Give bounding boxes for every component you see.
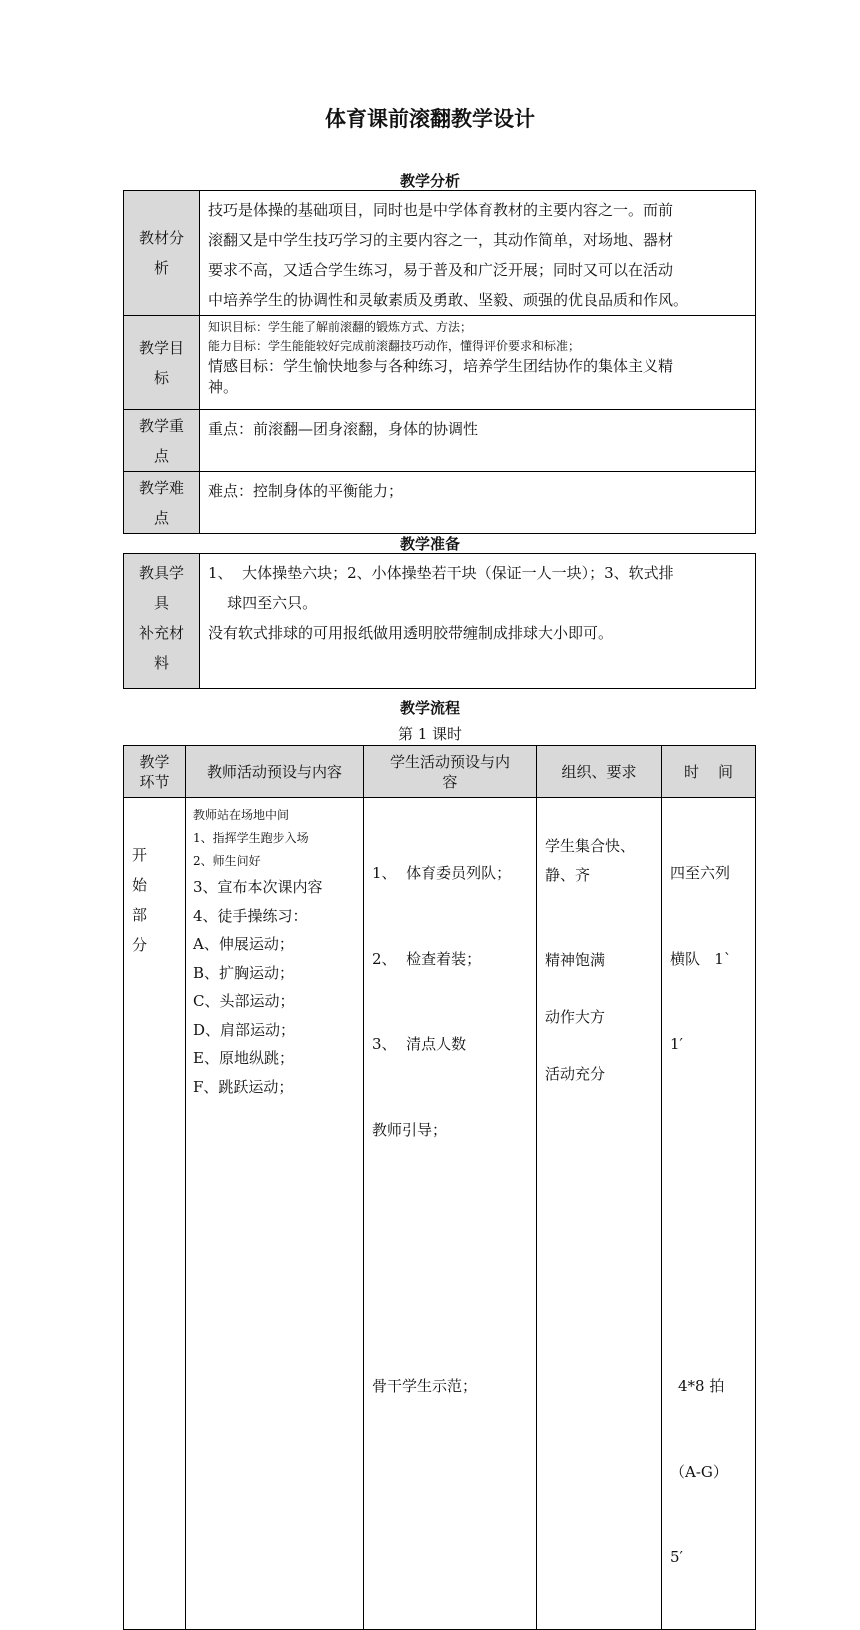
org-line: 动作大方 [545, 1008, 606, 1026]
col-header-stage [124, 746, 186, 798]
analysis-row [124, 472, 756, 534]
teacher-line: E、原地纵跳； [193, 1049, 294, 1067]
page-title: 体育课前滚翻教学设计 [325, 107, 535, 131]
stage-line: 始 [132, 876, 148, 894]
student-line: 教师引导； [372, 1120, 448, 1139]
content-line: 技巧是体操的基础项目，同时也是中学体育教材的主要内容之一。而前 [208, 201, 674, 219]
stage-cell [124, 798, 186, 1630]
stage-line: 开 [132, 846, 148, 864]
analysis-label [124, 316, 200, 410]
teacher-line: D、肩部运动； [193, 1020, 296, 1039]
prep-table [123, 553, 756, 689]
teacher-line: 教师站在场地中间 [193, 808, 290, 822]
col-header-student [364, 746, 537, 798]
stage-line: 部 [132, 906, 148, 924]
analysis-content [200, 191, 756, 316]
label-line: 点 [153, 508, 169, 527]
content-line: 重点：前滚翻—团身滚翻，身体的协调性 [208, 420, 479, 438]
header-line: 学生活动预设与内 [389, 752, 510, 771]
col-header-time: 时 间 [662, 746, 756, 798]
flow-row [124, 798, 756, 1630]
org-line: 学生集合快、 [545, 837, 636, 855]
student-line: 3、 清点人数 [372, 1035, 467, 1053]
col-header-org: 组织、要求 [537, 746, 662, 798]
student-line [372, 1287, 536, 1316]
col-header-teacher: 教师活动预设与内容 [186, 746, 364, 798]
teacher-cell [186, 798, 364, 1630]
student-line [372, 1201, 536, 1230]
teacher-line: 2、师生问好 [193, 854, 261, 868]
student-line: 1、 体育委员列队； [372, 864, 512, 882]
analysis-content [200, 472, 756, 534]
student-line: 骨干学生示范； [372, 1377, 478, 1395]
time-cell [662, 798, 756, 1630]
label-line: 教具学 [138, 564, 184, 582]
analysis-row [124, 191, 756, 316]
content-line: 滚翻又是中学生技巧学习的主要内容之一，其动作简单，对场地、器材 [208, 231, 674, 249]
org-line [545, 975, 661, 1004]
label-line: 具 [153, 594, 169, 612]
teacher-line: 4、徒手操练习： [193, 906, 308, 925]
teacher-line: F、跳跃运动； [193, 1077, 294, 1096]
time-line: 1′ [670, 1035, 683, 1053]
time-line: 横队 1` [670, 949, 732, 968]
prep-content [200, 554, 756, 689]
org-line: 静、齐 [545, 865, 591, 884]
analysis-content [200, 410, 756, 472]
teacher-line: C、头部运动； [193, 992, 295, 1010]
header-line: 环节 [139, 772, 170, 791]
analysis-row [124, 410, 756, 472]
prep-labels [124, 554, 200, 689]
org-line: 精神饱满 [545, 951, 606, 969]
content-line: 知识目标：学生能了解前滚翻的锻炼方式、方法； [208, 320, 473, 334]
org-line [545, 1032, 661, 1061]
content-line: 情感目标：学生愉快地参与各种练习，培养学生团结协作的集体主义精 [208, 357, 674, 375]
time-line: 四至六列 [670, 864, 731, 882]
label-line: 教学目 [138, 338, 184, 357]
content-line: 要求不高，又适合学生练习，易于普及和广泛开展；同时又可以在活动 [208, 261, 674, 279]
time-line [670, 1287, 755, 1316]
student-line: 2、 检查着装； [372, 949, 482, 968]
label-line: 标 [153, 368, 169, 387]
content-line: 没有软式排球的可用报纸做用透明胶带缠制成排球大小即可。 [208, 624, 614, 642]
teacher-line: A、伸展运动； [193, 935, 294, 953]
label-line: 点 [153, 446, 169, 465]
org-line: 活动充分 [545, 1065, 606, 1083]
flow-table [123, 745, 756, 1630]
content-line: 1、 大体操垫六块；2、小体操垫若干块（保证一人一块）；3、软式排 [208, 564, 674, 582]
student-cell [364, 798, 537, 1630]
time-line: 5′ [670, 1548, 683, 1566]
section-heading-prep: 教学准备 [399, 535, 460, 553]
section-heading-analysis: 教学分析 [399, 172, 460, 190]
label-line: 教学难 [138, 478, 184, 497]
teacher-line: B、扩胸运动； [193, 963, 295, 982]
lesson-label: 第 1 课时 [397, 725, 463, 743]
org-line [545, 889, 661, 918]
teacher-line: 1、指挥学生跑步入场 [193, 831, 309, 845]
time-line: （A-G） [670, 1462, 728, 1481]
analysis-label [124, 191, 200, 316]
time-line: 4*8 拍 [678, 1377, 725, 1395]
content-line: 神。 [208, 378, 239, 396]
stage-line: 分 [132, 936, 148, 954]
org-cell [537, 798, 662, 1630]
analysis-row [124, 316, 756, 410]
analysis-table [123, 190, 756, 534]
content-line: 中培养学生的协调性和灵敏素质及勇敢、坚毅、顽强的优良品质和作风。 [208, 291, 689, 309]
analysis-label [124, 410, 200, 472]
content-line: 难点：控制身体的平衡能力； [208, 482, 404, 500]
teacher-line: 3、宣布本次课内容 [193, 878, 323, 896]
content-line: 球四至六只。 [208, 594, 318, 612]
header-line: 教学 [139, 752, 170, 771]
content-line: 能力目标：学生能能较好完成前滚翻技巧动作，懂得评价要求和标准； [208, 339, 581, 353]
section-heading-flow: 教学流程 [399, 699, 460, 717]
analysis-content [200, 316, 756, 410]
prep-row [124, 554, 756, 689]
label-line: 料 [153, 654, 169, 672]
time-line [670, 1201, 755, 1230]
label-line: 教学重 [138, 416, 184, 435]
analysis-label [124, 472, 200, 534]
time-line [670, 1116, 755, 1145]
header-line: 容 [442, 772, 458, 791]
label-line: 补充材 [138, 624, 184, 642]
flow-header-row [124, 746, 756, 798]
label-line: 析 [153, 259, 169, 277]
org-line [545, 918, 661, 947]
label-line: 教材分 [138, 229, 184, 247]
